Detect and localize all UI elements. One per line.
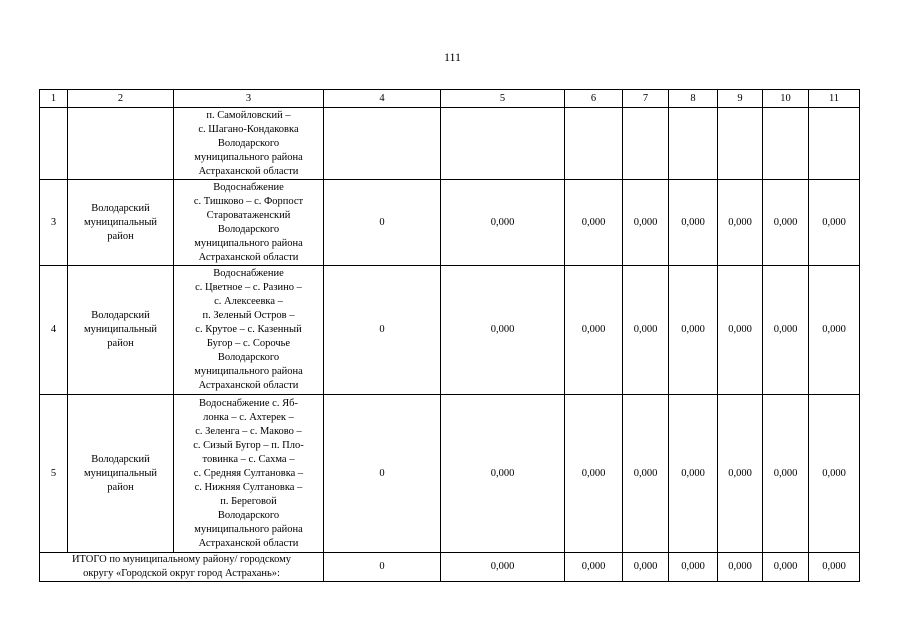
value-cell: 0,000: [809, 395, 860, 553]
value-cell: [623, 108, 669, 180]
object-description-cell: Водоснабжение с. Тишково – с. Форпост Староватаженский Володарского муниципального района Астраханской области: [174, 180, 324, 266]
value-cell: [565, 108, 623, 180]
object-description-cell: Водоснабжение с. Яб- лонка – с. Ахтерек – с. Зеленга – с. Маково – с. Сизый Бугор – п. Пло- товинка – с. Сахма – с. Средняя Султановка – с. Нижняя Султановка – п. Береговой Володарского муниципального района Астраханской области: [174, 395, 324, 553]
total-label-cell: ИТОГО по муниципальному району/ городскому округу «Городской округ город Астрахань»:: [40, 553, 324, 582]
district-cell: [68, 108, 174, 180]
value-cell: 0,000: [763, 180, 809, 266]
value-cell: 0,000: [809, 266, 860, 395]
table-header-row: [40, 90, 860, 108]
value-cell: [324, 108, 441, 180]
column-header: 7: [623, 90, 669, 108]
column-header: 1: [40, 90, 68, 108]
district-cell: Володарский муниципальный район: [68, 395, 174, 553]
page-number: 111: [443, 50, 462, 64]
column-header: 3: [174, 90, 324, 108]
value-cell: 0,000: [718, 395, 763, 553]
district-cell: Володарский муниципальный район: [68, 266, 174, 395]
total-value-cell: 0,000: [623, 553, 669, 582]
value-cell: 0,000: [565, 395, 623, 553]
value-cell: 0,000: [441, 266, 565, 395]
value-cell: 0: [324, 395, 441, 553]
total-value-cell: 0: [324, 553, 441, 582]
data-table: [39, 89, 860, 582]
value-cell: 0,000: [441, 180, 565, 266]
value-cell: 0,000: [763, 395, 809, 553]
total-value-cell: 0,000: [441, 553, 565, 582]
value-cell: 0,000: [669, 395, 718, 553]
table-row: [40, 266, 860, 395]
value-cell: [669, 108, 718, 180]
column-header: 8: [669, 90, 718, 108]
column-header: 5: [441, 90, 565, 108]
column-header: 6: [565, 90, 623, 108]
row-number-cell: [40, 108, 68, 180]
row-number-cell: 3: [40, 180, 68, 266]
value-cell: [809, 108, 860, 180]
column-header: 4: [324, 90, 441, 108]
table-row: [40, 395, 860, 553]
value-cell: 0,000: [565, 266, 623, 395]
value-cell: 0: [324, 266, 441, 395]
total-value-cell: 0,000: [718, 553, 763, 582]
column-header: 11: [809, 90, 860, 108]
value-cell: [718, 108, 763, 180]
value-cell: 0,000: [809, 180, 860, 266]
value-cell: 0,000: [718, 266, 763, 395]
value-cell: [763, 108, 809, 180]
value-cell: 0,000: [669, 180, 718, 266]
column-header: 9: [718, 90, 763, 108]
value-cell: 0,000: [623, 180, 669, 266]
district-cell: Володарский муниципальный район: [68, 180, 174, 266]
value-cell: 0,000: [441, 395, 565, 553]
value-cell: 0: [324, 180, 441, 266]
total-value-cell: 0,000: [809, 553, 860, 582]
total-row: [40, 553, 860, 582]
column-header: 2: [68, 90, 174, 108]
row-number-cell: 5: [40, 395, 68, 553]
table-row-continuation: [40, 108, 860, 180]
object-description-cell: п. Самойловский – с. Шагано-Кондаковка Володарского муниципального района Астраханской области: [174, 108, 324, 180]
value-cell: 0,000: [623, 395, 669, 553]
total-value-cell: 0,000: [565, 553, 623, 582]
value-cell: 0,000: [623, 266, 669, 395]
value-cell: 0,000: [565, 180, 623, 266]
table-row: [40, 180, 860, 266]
value-cell: 0,000: [763, 266, 809, 395]
total-value-cell: 0,000: [763, 553, 809, 582]
row-number-cell: 4: [40, 266, 68, 395]
column-header: 10: [763, 90, 809, 108]
object-description-cell: Водоснабжение с. Цветное – с. Разино – с. Алексеевка – п. Зеленый Остров – с. Крутое – с. Казенный Бугор – с. Сорочье Володарского муниципального района Астраханской области: [174, 266, 324, 395]
value-cell: [441, 108, 565, 180]
total-value-cell: 0,000: [669, 553, 718, 582]
value-cell: 0,000: [718, 180, 763, 266]
value-cell: 0,000: [669, 266, 718, 395]
